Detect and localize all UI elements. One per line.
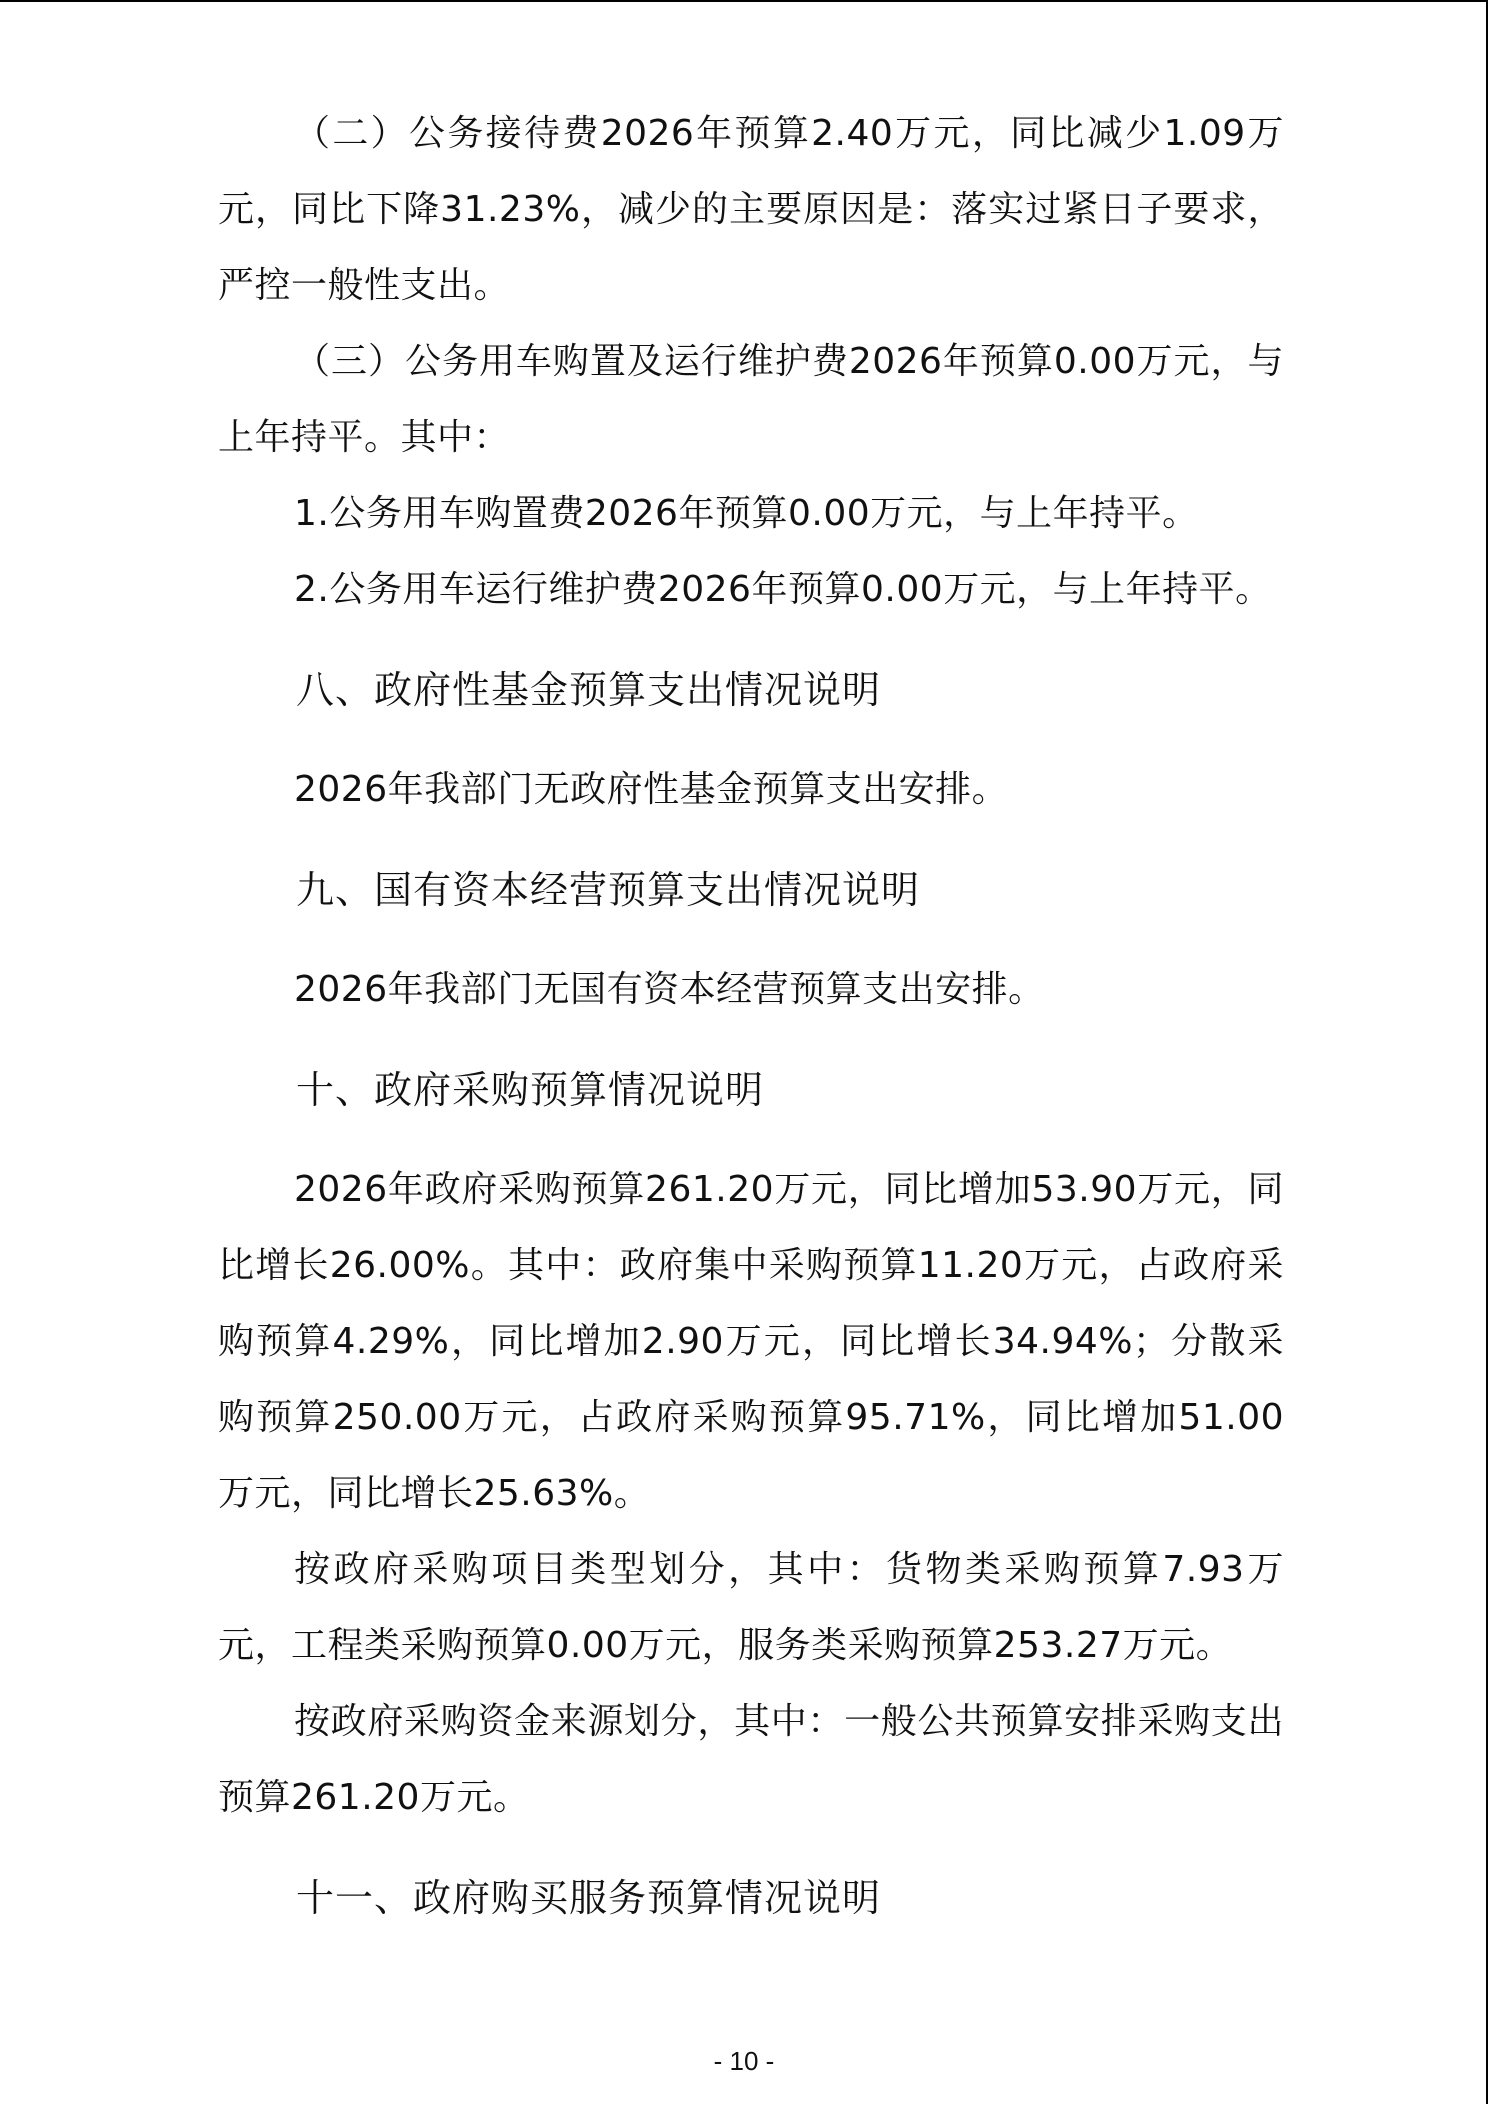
page-number: - 10 - xyxy=(713,2046,775,2076)
heading-section-10: 十、政府采购预算情况说明 xyxy=(296,1068,765,1112)
paragraph-vehicle-fee: （三）公务用车购置及运行维护费2026年预算0.00万元，与上年持平。其中： xyxy=(218,341,1284,458)
heading-section-8: 八、政府性基金预算支出情况说明 xyxy=(296,668,882,712)
paragraph-procurement-source: 按政府采购资金来源划分，其中：一般公共预算安排采购支出预算261.20万元。 xyxy=(218,1701,1284,1818)
heading-section-9: 九、国有资本经营预算支出情况说明 xyxy=(296,868,921,912)
paragraph-procurement-type: 按政府采购项目类型划分，其中：货物类采购预算7.93万元，工程类采购预算0.00万元，服务类采购预算253.27万元。 xyxy=(218,1549,1284,1666)
paragraph-state-capital: 2026年我部门无国有资本经营预算支出安排。 xyxy=(294,969,1045,1010)
document-body xyxy=(218,96,1284,1960)
paragraph-procurement-budget: 2026年政府采购预算261.20万元，同比增加53.90万元，同比增长26.00%。其中：政府集中采购预算11.20万元，占政府采购预算4.29%，同比增加2.90万元，同比增长34.94%；分散采购预算250.00万元，占政府采购预算95.71%，同比增加51.00万元，同比增长25.63%。 xyxy=(218,1169,1284,1514)
heading-section-11: 十一、政府购买服务预算情况说明 xyxy=(296,1876,882,1920)
paragraph-fund-budget: 2026年我部门无政府性基金预算支出安排。 xyxy=(294,769,1009,810)
paragraph-vehicle-purchase: 1.公务用车购置费2026年预算0.00万元，与上年持平。 xyxy=(294,493,1199,534)
page-border-top xyxy=(0,0,1488,2)
paragraph-vehicle-maintenance: 2.公务用车运行维护费2026年预算0.00万元，与上年持平。 xyxy=(294,569,1272,610)
paragraph-reception-fee: （二）公务接待费2026年预算2.40万元，同比减少1.09万元，同比下降31.23%，减少的主要原因是：落实过紧日子要求，严控一般性支出。 xyxy=(218,113,1284,306)
